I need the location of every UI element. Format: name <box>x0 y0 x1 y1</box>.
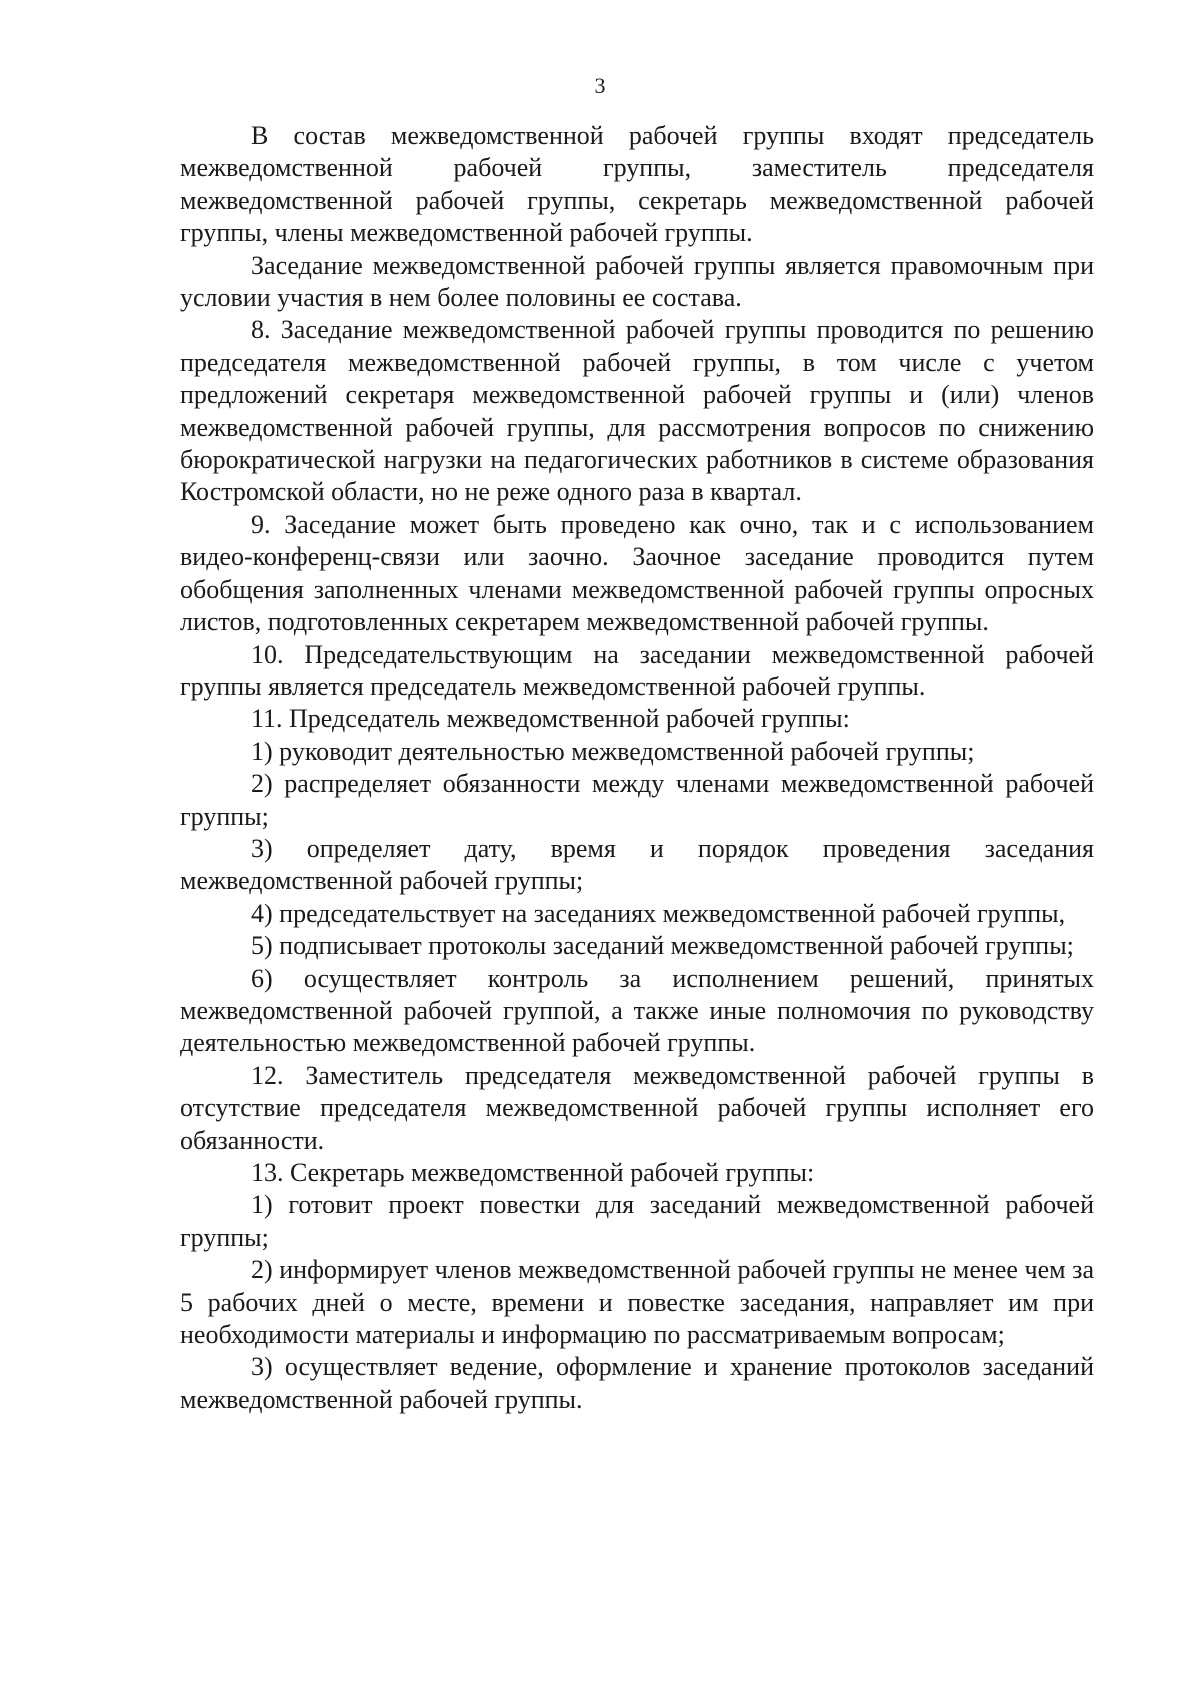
paragraph-quorum: Заседание межведомственной рабочей группы является правомочным при условии участия в нем более половины ее состава. <box>180 250 1094 313</box>
list-item-chairman-1: 1) руководит деятельностью межведомственной рабочей группы; <box>251 736 975 766</box>
page-number: 3 <box>594 73 606 98</box>
paragraph-9-meeting-format: 9. Заседание может быть проведено как очно, так и с использованием видео-конференц-связи или заочно. Заочное заседание проводится путем обобщения заполненных членами межведомственной рабочей группы опросных листов, подготовленных секретарем межведомственной рабочей группы. <box>180 509 1094 637</box>
paragraph-13-secretary-heading: 13. Секретарь межведомственной рабочей группы: <box>251 1158 815 1187</box>
paragraph-12-deputy: 12. Заместитель председателя межведомственной рабочей группы в отсутствие председателя межведомственной рабочей группы исполняет его обязанности. <box>180 1060 1094 1155</box>
list-item-secretary-2: 2) информирует членов межведомственной рабочей группы не менее чем за 5 рабочих дней о месте, времени и повестке заседания, направляет им при необходимости материалы и информацию по рассматриваемым вопросам; <box>180 1255 1094 1350</box>
list-item-chairman-4: 4) председательствует на заседаниях межведомственной рабочей группы, <box>251 898 1066 928</box>
paragraph-composition: В состав межведомственной рабочей группы входят председатель межведомственной рабочей группы, заместитель председателя межведомственной рабочей группы, секретарь межведомственной рабочей группы, члены межведомственной рабочей группы. <box>180 121 1094 248</box>
list-item-secretary-1: 1) готовит проект повестки для заседаний межведомственной рабочей группы; <box>180 1190 1094 1252</box>
paragraph-11-chairman-heading: 11. Председатель межведомственной рабочей группы: <box>251 704 850 734</box>
list-item-chairman-2: 2) распределяет обязанности между членами межведомственной рабочей группы; <box>180 769 1094 831</box>
list-item-chairman-6: 6) осуществляет контроль за исполнением решений, принятых межведомственной рабочей группой, а также иные полномочия по руководству деятельностью межведомственной рабочей группы. <box>180 963 1094 1058</box>
list-item-chairman-3: 3) определяет дату, время и порядок проведения заседания межведомственной рабочей группы; <box>180 833 1094 896</box>
paragraph-10-presiding: 10. Председательствующим на заседании межведомственной рабочей группы является председатель межведомственной рабочей группы. <box>180 639 1094 701</box>
list-item-secretary-3: 3) осуществляет ведение, оформление и хранение протоколов заседаний межведомственной рабочей группы. <box>180 1352 1094 1414</box>
document-body <box>180 120 1094 1416</box>
list-item-chairman-5: 5) подписывает протоколы заседаний межведомственной рабочей группы; <box>251 931 1074 961</box>
paragraph-8-meeting-schedule: 8. Заседание межведомственной рабочей группы проводится по решению председателя межведомственной рабочей группы, в том числе с учетом предложений секретаря межведомственной рабочей группы и (или) членов межведомственной рабочей группы, для рассмотрения вопросов по снижению бюрократической нагрузки на педагогических работников в системе образования Костромской области, но не реже одного раза в квартал. <box>180 315 1094 507</box>
